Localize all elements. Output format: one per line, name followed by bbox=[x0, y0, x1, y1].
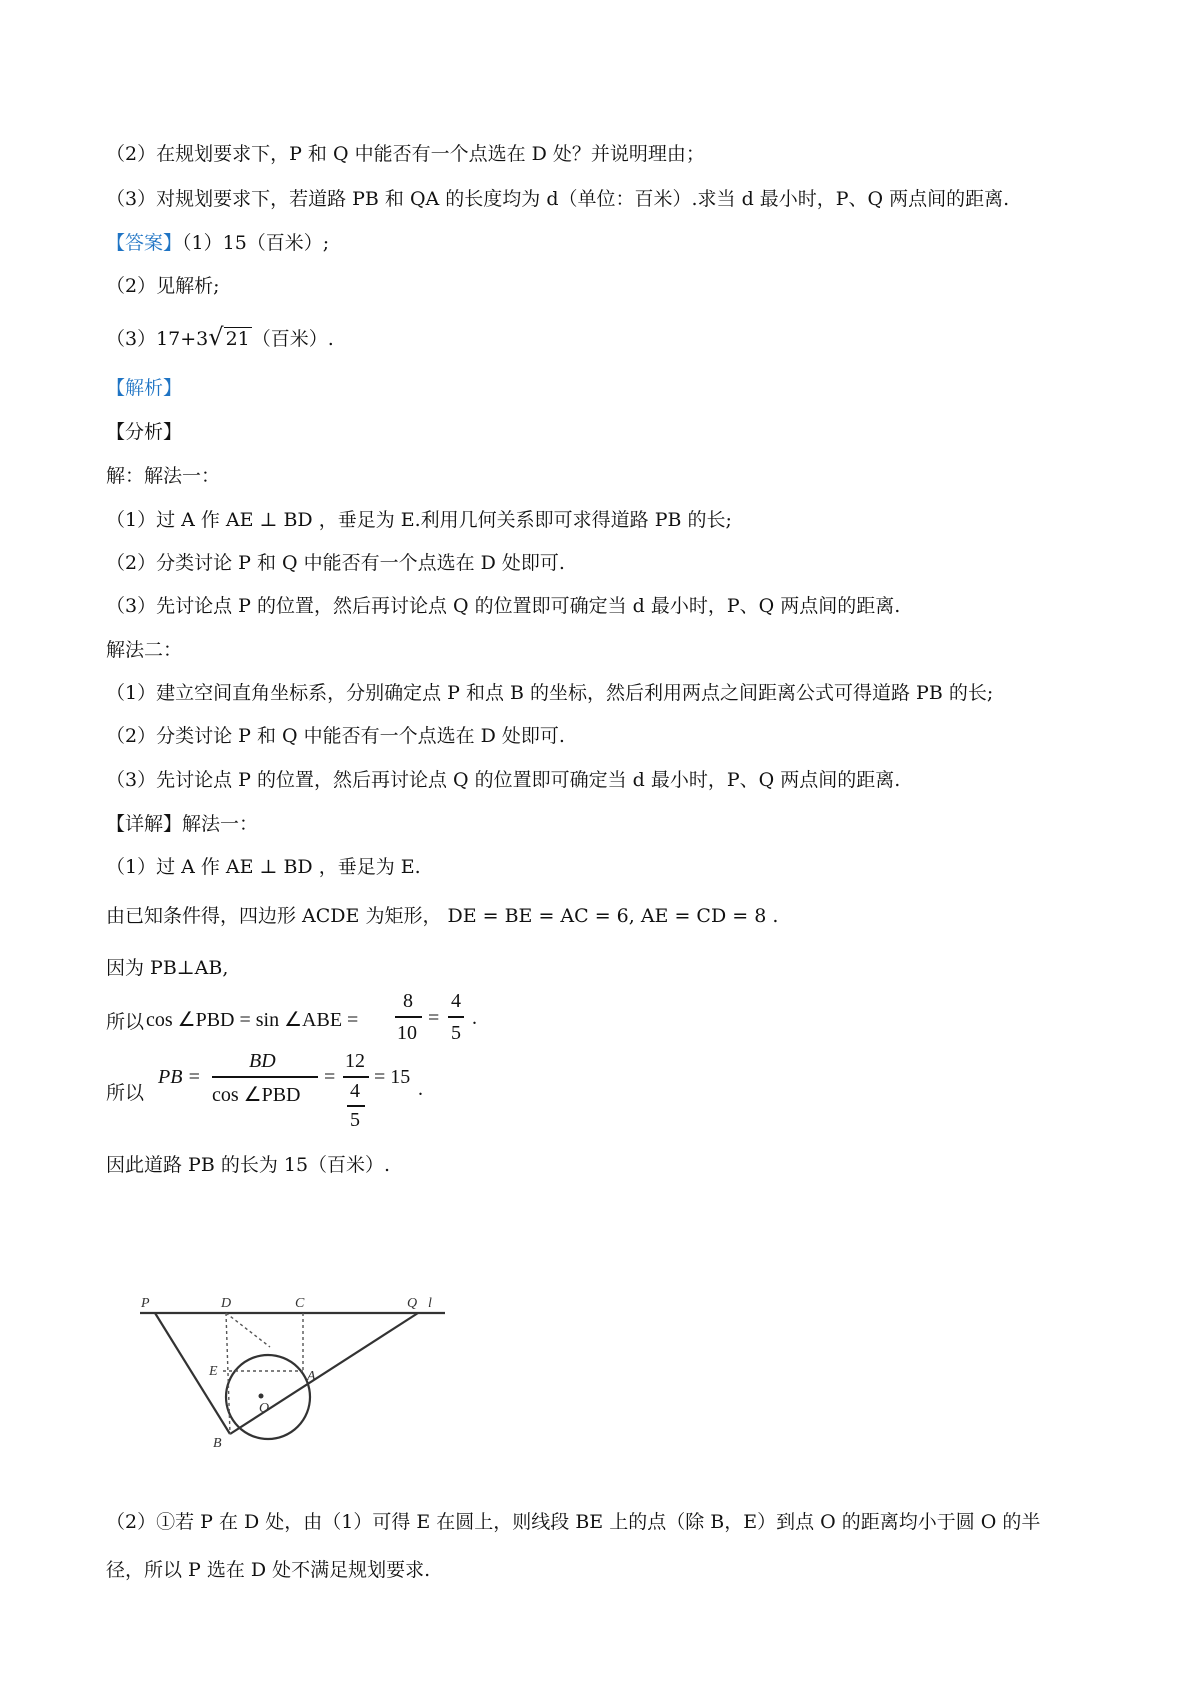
answer-line-2: （2）见解析; bbox=[106, 275, 220, 297]
part-2-paragraph-line-1: （2）①若 P 在 D 处，由（1）可得 E 在圆上，则线段 BE 上的点（除 B，E）到点 O 的距离均小于圆 O 的半 bbox=[106, 1511, 1041, 1533]
eq1-prefix: 所以 bbox=[106, 1011, 145, 1033]
answer-line-1 bbox=[106, 231, 329, 255]
eq2-n2: 12 bbox=[345, 1050, 365, 1072]
eq1-eq: = bbox=[428, 1007, 440, 1029]
method-2-step-3: （3）先讨论点 P 的位置，然后再讨论点 Q 的位置即可确定当 d 最小时，P、Q 两点间的距离. bbox=[106, 769, 901, 791]
eq2-lhs: PB = bbox=[158, 1066, 201, 1088]
eq1-expr: cos ∠PBD = sin ∠ABE = bbox=[146, 1009, 359, 1031]
answer-line-3 bbox=[106, 325, 334, 351]
label-B: B bbox=[213, 1436, 222, 1451]
answer-3-suffix: （百米）. bbox=[251, 328, 334, 350]
eq2-eq: = bbox=[324, 1066, 336, 1088]
segment-PB bbox=[155, 1313, 230, 1434]
detail-heading: 【详解】解法一： bbox=[106, 813, 259, 835]
circle-O bbox=[226, 1355, 310, 1439]
label-P: P bbox=[141, 1296, 150, 1311]
detail-rectangle: 由已知条件得，四边形 ACDE 为矩形， DE = BE = AC = 6, AE = CD = 8 . bbox=[106, 905, 779, 927]
label-A: A bbox=[307, 1369, 316, 1384]
detail-perpendicular: 因为 PB⊥AB, bbox=[106, 957, 229, 979]
method-2-step-1: （1）建立空间直角坐标系，分别确定点 P 和点 B 的坐标，然后利用两点之间距离公式可得道路 PB 的长; bbox=[106, 682, 994, 704]
eq2-inner-bar bbox=[347, 1105, 365, 1107]
eq2-frac-num: BD bbox=[249, 1050, 276, 1072]
answer-3-prefix: （3）17+3 bbox=[106, 328, 209, 350]
label-O: O bbox=[259, 1401, 270, 1416]
method-1-heading: 解：解法一： bbox=[106, 465, 221, 487]
eq2-outer-bar bbox=[343, 1076, 369, 1078]
dashed-DB bbox=[226, 1313, 230, 1434]
question-part-2: （2）在规划要求下，P 和 Q 中能否有一个点选在 D 处？并说明理由； bbox=[106, 143, 705, 165]
part-2-paragraph-line-2: 径，所以 P 选在 D 处不满足规划要求. bbox=[106, 1559, 431, 1581]
eq1-frac1-bar bbox=[395, 1016, 422, 1018]
eq2-result: = 15 bbox=[374, 1066, 411, 1088]
eq1-frac1-num: 8 bbox=[403, 990, 413, 1012]
eq2-period: . bbox=[418, 1078, 423, 1100]
eq1-frac2-bar bbox=[448, 1016, 464, 1018]
method-1-step-3: （3）先讨论点 P 的位置，然后再讨论点 Q 的位置即可确定当 d 最小时，P、Q 两点间的距离. bbox=[106, 595, 901, 617]
label-l: l bbox=[428, 1296, 432, 1311]
center-dot bbox=[259, 1394, 264, 1399]
eq1-frac2-den: 5 bbox=[451, 1022, 461, 1044]
analysis-tag: 【解析】 bbox=[106, 377, 183, 399]
method-2-heading: 解法二： bbox=[106, 639, 183, 661]
label-Q: Q bbox=[407, 1296, 418, 1311]
question-part-3: （3）对规划要求下，若道路 PB 和 QA 的长度均为 d（单位：百米）.求当 d 最小时，P、Q 两点间的距离. bbox=[106, 188, 1010, 210]
eq2-d2-den: 5 bbox=[350, 1109, 360, 1131]
eq2-frac-den: cos ∠PBD bbox=[212, 1084, 301, 1106]
answer-tag: 【答案】 bbox=[106, 232, 183, 254]
answer-1: （1）15（百米）; bbox=[182, 232, 330, 254]
method-1-step-1: （1）过 A 作 AE ⊥ BD ，垂足为 E.利用几何关系即可求得道路 PB 的长; bbox=[106, 509, 732, 531]
label-E: E bbox=[209, 1364, 218, 1379]
detail-conclusion: 因此道路 PB 的长为 15（百米）. bbox=[106, 1154, 391, 1176]
sqrt-radicand: 21 bbox=[225, 328, 250, 350]
dashed-DA bbox=[226, 1313, 270, 1347]
detail-step-1: （1）过 A 作 AE ⊥ BD ，垂足为 E. bbox=[106, 856, 421, 878]
eq2-frac-bar bbox=[212, 1076, 318, 1078]
sqrt-sign: √ bbox=[208, 323, 224, 351]
geometry-figure bbox=[135, 1287, 465, 1477]
method-1-step-2: （2）分类讨论 P 和 Q 中能否有一个点选在 D 处即可. bbox=[106, 552, 565, 574]
label-D: D bbox=[221, 1296, 232, 1311]
fenxi-heading: 【分析】 bbox=[106, 421, 183, 443]
eq1-frac2-num: 4 bbox=[451, 990, 461, 1012]
eq2-prefix: 所以 bbox=[106, 1082, 145, 1104]
eq1-period: . bbox=[472, 1007, 477, 1029]
method-2-step-2: （2）分类讨论 P 和 Q 中能否有一个点选在 D 处即可. bbox=[106, 725, 565, 747]
eq2-d2-num: 4 bbox=[350, 1080, 360, 1102]
eq1-frac1-den: 10 bbox=[397, 1022, 417, 1044]
label-C: C bbox=[295, 1296, 305, 1311]
